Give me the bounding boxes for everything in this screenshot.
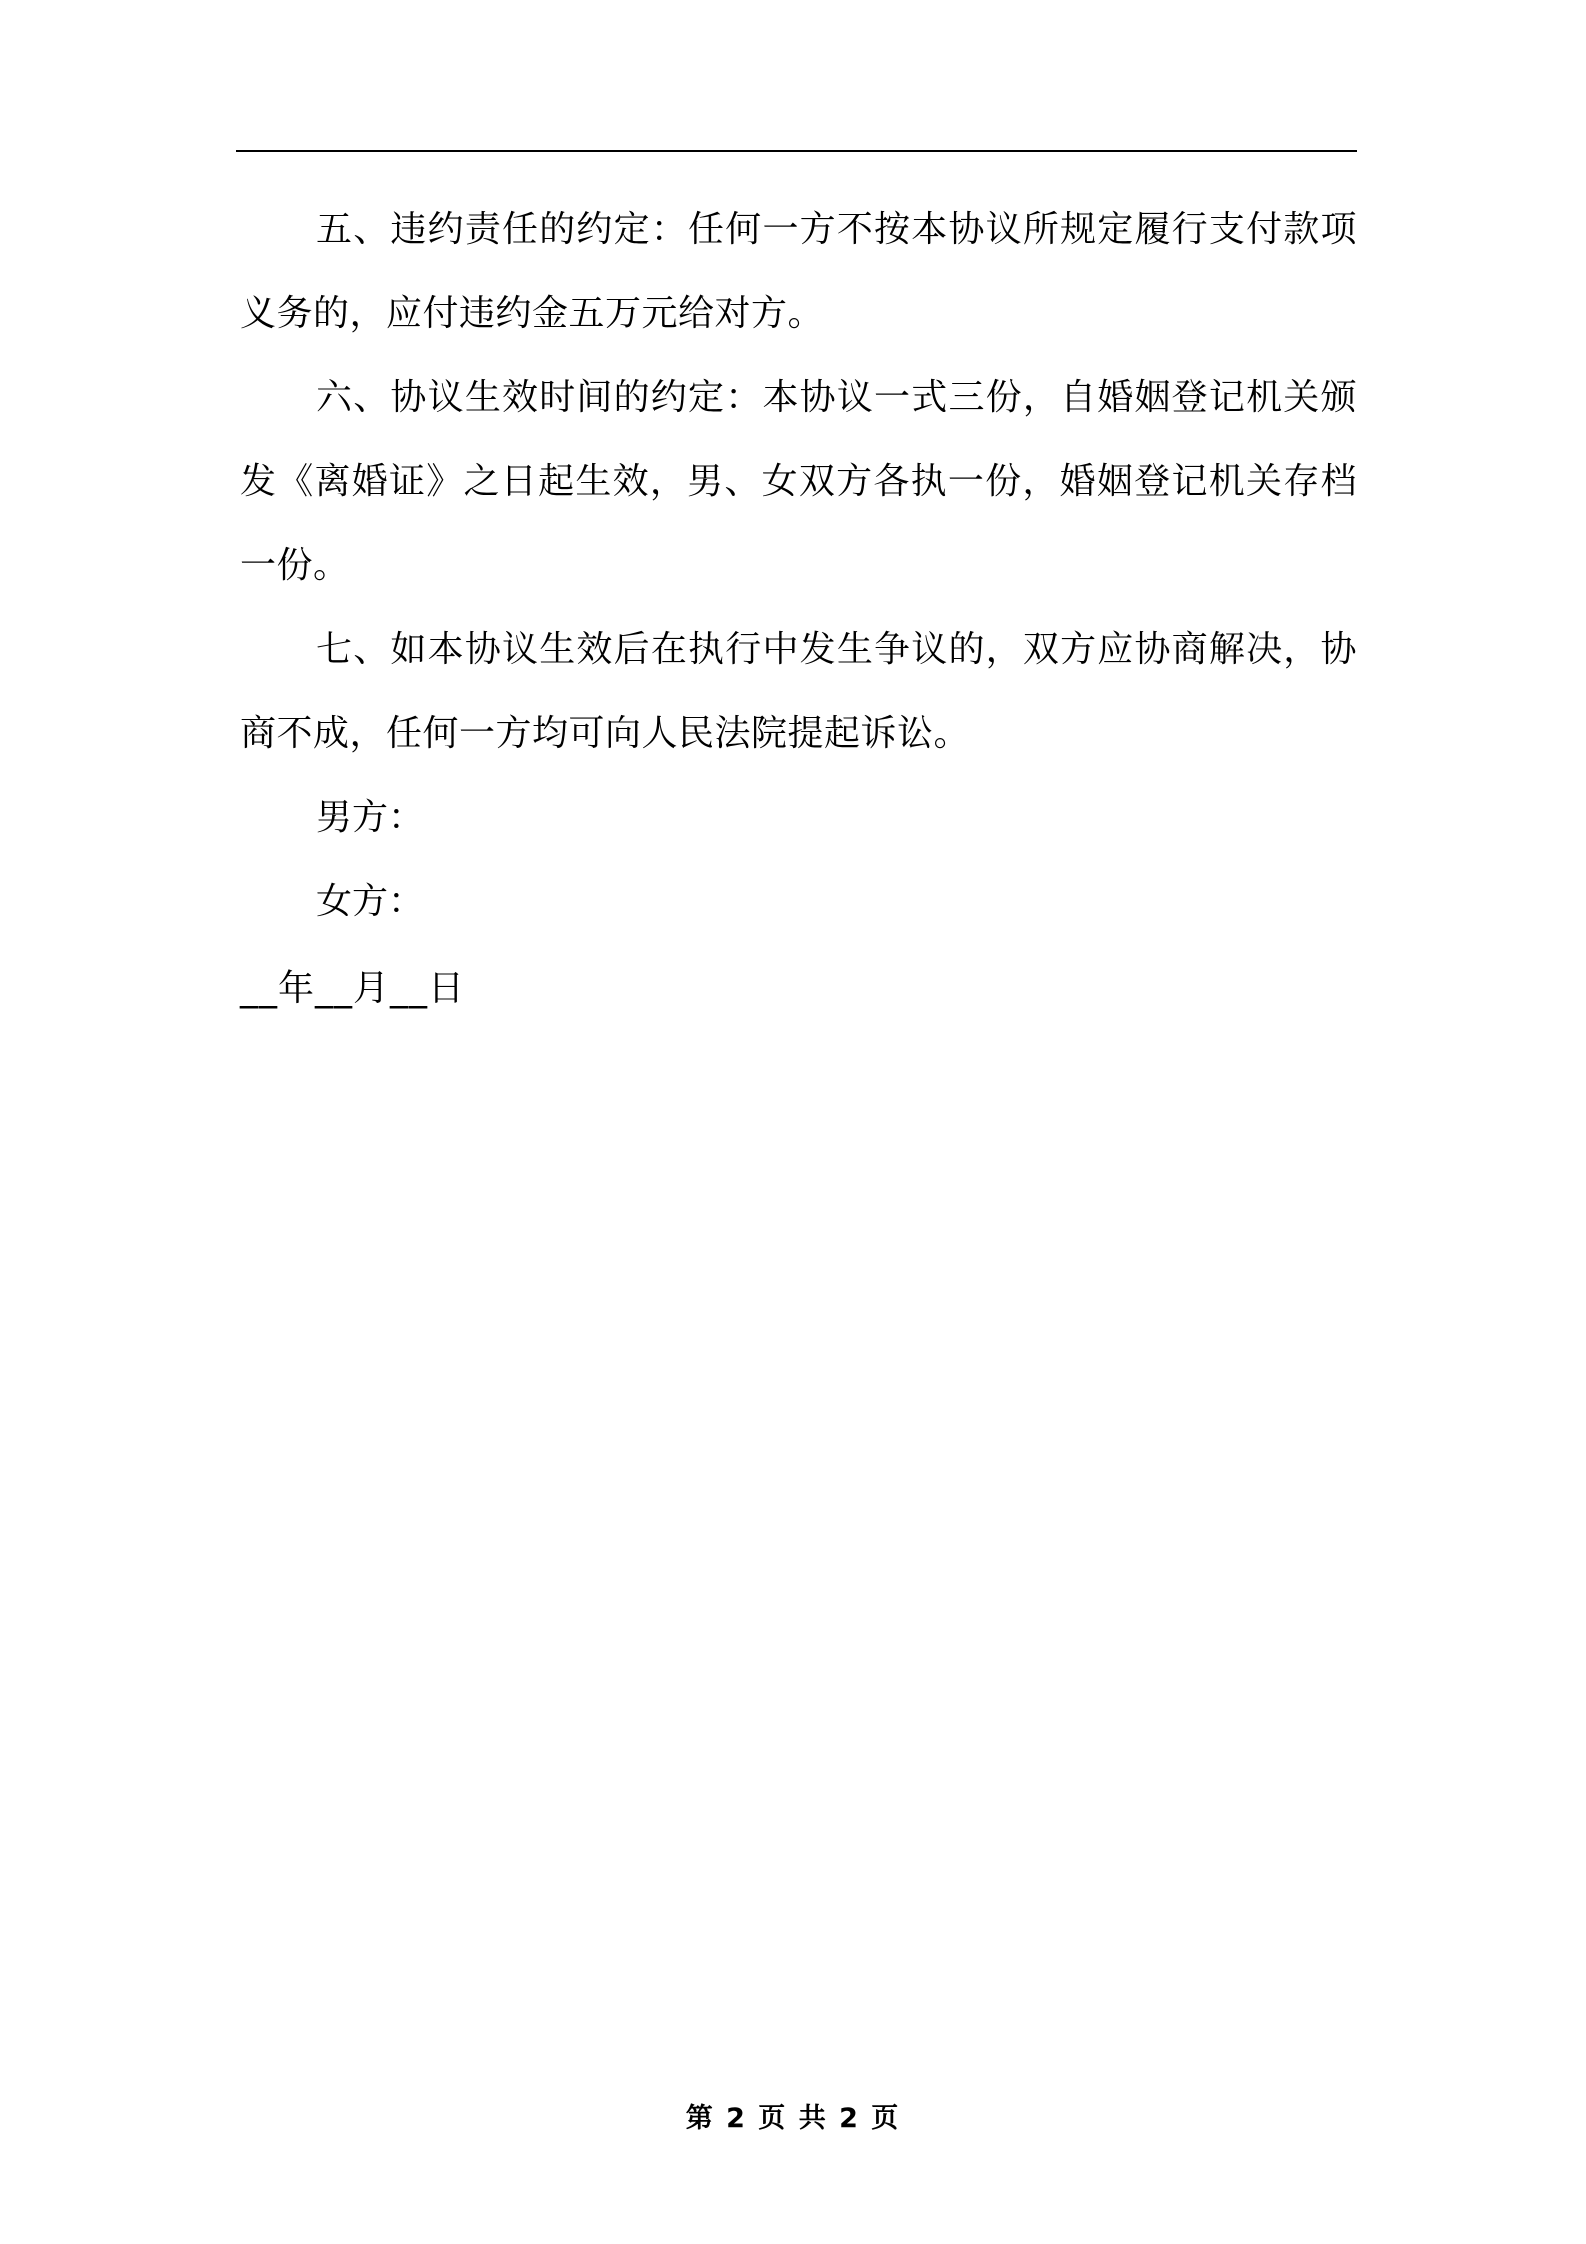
clause-five-paragraph: 五、违约责任的约定：任何一方不按本协议所规定履行支付款项义务的，应付违约金五万元给对方。 [240,209,1357,334]
male-party-label: 男方： [316,797,425,838]
page-indicator: 第 2 页 共 2 页 [685,2103,901,2134]
female-party-label: 女方： [316,881,425,922]
header-rule [236,150,1357,152]
date-line: __年__月__日 [240,968,466,1009]
clause-seven-paragraph: 七、如本协议生效后在执行中发生争议的，双方应协商解决，协商不成，任何一方均可向人民法院提起诉讼。 [240,629,1357,754]
document-body [240,188,1357,1034]
clause-six-paragraph: 六、协议生效时间的约定：本协议一式三份，自婚姻登记机关颁发《离婚证》之日起生效，男、女双方各执一份，婚姻登记机关存档一份。 [240,377,1357,586]
